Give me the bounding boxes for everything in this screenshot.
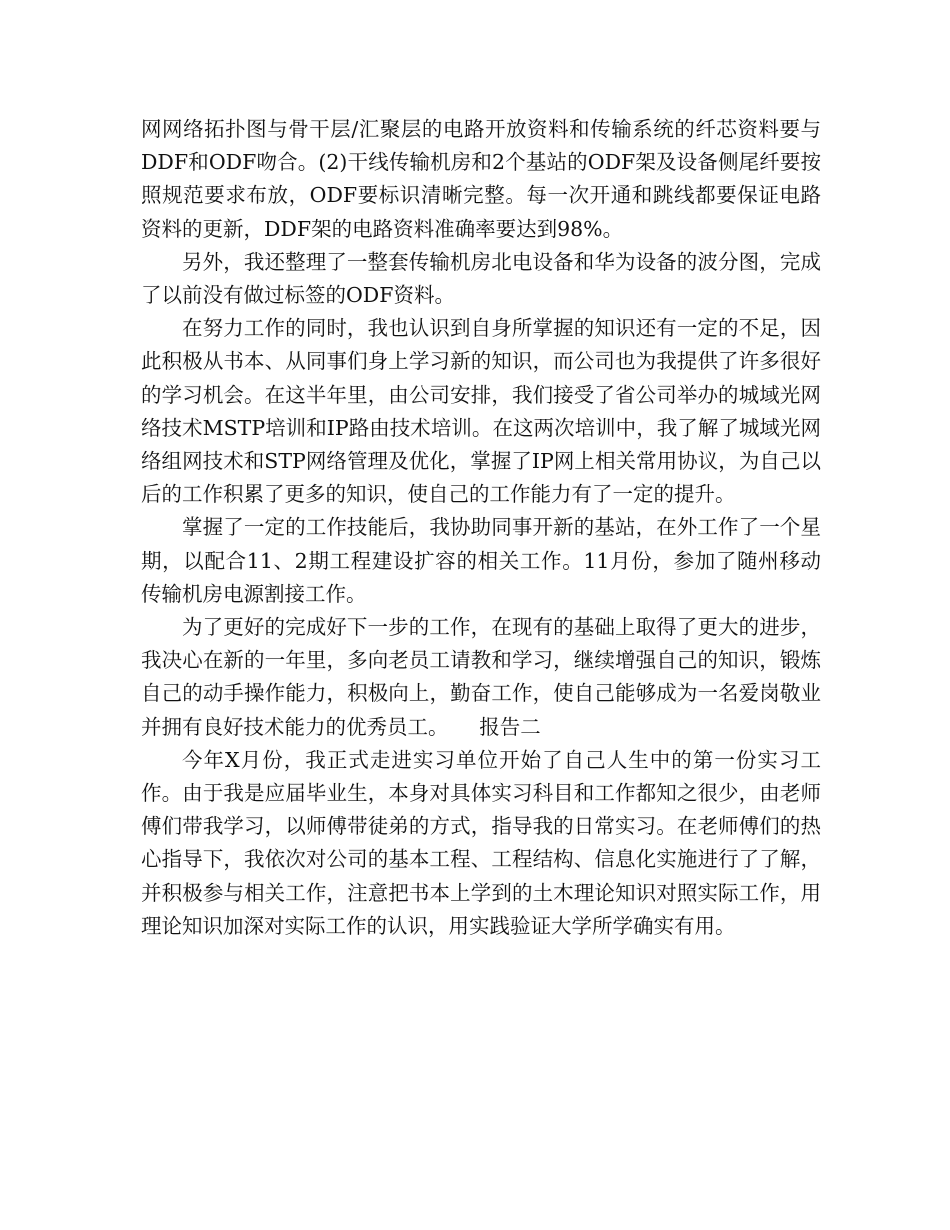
paragraph-4: 掌握了一定的工作技能后，我协助同事开新的基站，在外工作了一个星期，以配合11、2期工程建设扩容的相关工作。11月份，参加了随州移动传输机房电源割接工作。 (141, 515, 821, 606)
document-body (141, 113, 821, 943)
paragraph-6: 今年X月份，我正式走进实习单位开始了自己人生中的第一份实习工作。由于我是应届毕业生，本身对具体实习科目和工作都知之很少，由老师傅们带我学习，以师傅带徒弟的方式，指导我的日常实习。在老师傅们的热心指导下，我依次对公司的基本工程、工程结构、信息化实施进行了了解，并积极参与相关工作，注意把书本上学到的土木理论知识对照实际工作，用理论知识加深对实际工作的认识，用实践验证大学所学确实有用。 (141, 747, 821, 938)
paragraph-3: 在努力工作的同时，我也认识到自身所掌握的知识还有一定的不足，因此积极从书本、从同事们身上学习新的知识，而公司也为我提供了许多很好的学习机会。在这半年里，由公司安排，我们接受了省公司举办的城域光网络技术MSTP培训和IP路由技术培训。在这两次培训中，我了解了城域光网络组网技术和STP网络管理及优化，掌握了IP网上相关常用协议，为自己以后的工作积累了更多的知识，使自己的工作能力有了一定的提升。 (141, 316, 821, 507)
paragraph-5: 为了更好的完成好下一步的工作，在现有的基础上取得了更大的进步，我决心在新的一年里，多向老员工请教和学习，继续增强自己的知识，锻炼自己的动手操作能力，积极向上，勤奋工作，使自己能够成为一名爱岗敬业并拥有良好技术能力的优秀员工。 报告二 (141, 615, 821, 739)
paragraph-1: 网网络拓扑图与骨干层/汇聚层的电路开放资料和传输系统的纤芯资料要与DDF和ODF吻合。(2)干线传输机房和2个基站的ODF架及设备侧尾纤要按照规范要求布放，ODF要标识清晰完整。每一次开通和跳线都要保证电路资料的更新，DDF架的电路资料准确率要达到98%。 (141, 117, 821, 241)
paragraph-2: 另外，我还整理了一整套传输机房北电设备和华为设备的波分图，完成了以前没有做过标签的ODF资料。 (141, 249, 821, 308)
